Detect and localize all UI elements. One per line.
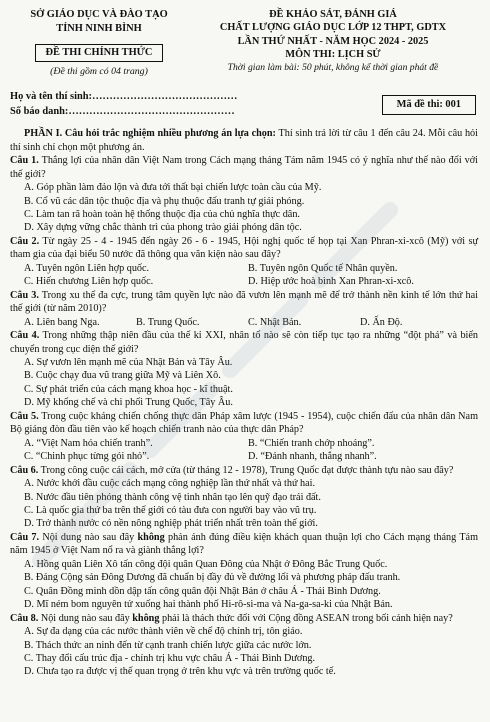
- exam-quality: CHẤT LƯỢNG GIÁO DỤC LỚP 12 THPT, GDTX: [219, 22, 447, 34]
- question-text-emphasis: không: [137, 531, 165, 543]
- options-row: [10, 262, 478, 275]
- option: C. “Chinh phục từng gói nhỏ”.: [24, 451, 150, 463]
- question-6: [10, 464, 478, 477]
- option: D. Trở thành nước có nền nông nghiệp phát triển nhất trên toàn thế giới.: [24, 518, 318, 530]
- question-3: [10, 289, 478, 316]
- option: C. Quân Đồng minh dồn dập tấn công quân đội Nhật Bản ở châu Á - Thái Bình Dương.: [24, 585, 381, 597]
- option: D. Chưa tạo ra được vị thế quan trọng ở trên khu vực và trên trường quốc tế.: [24, 666, 336, 678]
- header-right: [188, 8, 478, 79]
- option: C. Hiến chương Liên hợp quốc.: [24, 276, 154, 288]
- exam-header: [10, 8, 478, 79]
- question-8: [10, 612, 478, 625]
- option: C. Nhật Bản.: [248, 316, 302, 328]
- candidate-name-line: Họ và tên thí sinh:……………………………………: [10, 91, 238, 103]
- question-number: Câu 1.: [10, 155, 39, 167]
- part-heading: [10, 127, 478, 154]
- option: B. Thách thức an ninh đến từ cạnh tranh chiến lược giữa các nước lớn.: [24, 639, 312, 651]
- exam-round: LẦN THỨ NHẤT - NĂM HỌC 2024 - 2025: [237, 35, 429, 47]
- option: B. Nước đầu tiên phóng thành công vệ tinh nhân tạo lên quỹ đạo trái đất.: [24, 491, 321, 503]
- question-4: [10, 329, 478, 356]
- option: A. Liên bang Nga.: [24, 316, 100, 328]
- exam-code-box: Mã đề thi: 001: [382, 95, 476, 115]
- part-title: PHẦN I. Câu hỏi trắc nghiệm nhiều phương án lựa chọn:: [24, 128, 276, 140]
- options-row: [10, 450, 478, 463]
- options-row: [10, 316, 478, 329]
- questions-section: [10, 127, 478, 679]
- question-2: [10, 235, 478, 262]
- option: C. Làm tan rã hoàn toàn hệ thống thuộc địa của chủ nghĩa thực dân.: [24, 209, 300, 220]
- question-number: Câu 2.: [10, 235, 40, 247]
- exam-type: ĐỀ KHẢO SÁT, ĐÁNH GIÁ: [269, 9, 397, 20]
- exam-subject: MÔN THI: LỊCH SỬ: [285, 49, 381, 61]
- option: D. Mĩ ném bom nguyên tử xuống hai thành phố Hi-rô-si-ma và Na-ga-sa-ki của Nhật Bản.: [24, 599, 393, 611]
- province-name: TỈNH NINH BÌNH: [56, 22, 142, 34]
- option: D. Mỹ khống chế và chi phối Trung Quốc, Tây Âu.: [24, 397, 233, 409]
- part-instruction: Thí sinh trả lời từ câu 1 đến câu 24. Mỗi câu hỏi thí sinh chỉ chọn một phương án.: [10, 128, 478, 153]
- option: A. Sự vươn lên mạnh mẽ của Nhật Bản và Tây Âu.: [24, 356, 233, 368]
- question-text: Trong công cuộc cải cách, mở cửa (từ tháng 12 - 1978), Trung Quốc đạt được thành tựu nào sau đây?: [38, 464, 454, 476]
- option: A. Tuyên ngôn Liên hợp quốc.: [24, 262, 150, 274]
- option: C. Thay đổi cấu trúc địa - chính trị khu vực châu Á - Thái Bình Dương.: [24, 652, 316, 664]
- option: A. Góp phần làm đảo lộn và đưa tới thất bại chiến lược toàn cầu của Mỹ.: [24, 182, 322, 194]
- option: D. Ấn Độ.: [360, 316, 403, 328]
- question-5: [10, 410, 478, 437]
- options-row: [10, 275, 478, 288]
- candidate-id-line: Số báo danh:…………………………………………: [10, 106, 235, 118]
- question-number: Câu 6.: [10, 464, 39, 476]
- option: A. “Việt Nam hóa chiến tranh”.: [24, 437, 153, 449]
- page-count-note: (Đề thi gồm có 04 trang): [50, 66, 148, 78]
- question-text: phải là thách thức đối với Cộng đồng ASEAN trong bối cảnh hiện nay?: [159, 612, 453, 624]
- question-1: [10, 154, 478, 181]
- question-text-emphasis: không: [132, 612, 160, 624]
- candidate-lines: [10, 89, 237, 119]
- option: A. Sự đa dạng của các nước thành viên về chế độ chính trị, tôn giáo.: [24, 626, 303, 638]
- option: B. “Chiến tranh chớp nhoáng”.: [248, 437, 375, 449]
- option: B. Cổ vũ các dân tộc thuộc địa và phụ thuộc đấu tranh tự giải phóng.: [24, 195, 305, 207]
- option: D. “Đánh nhanh, thắng nhanh”.: [248, 451, 377, 463]
- question-number: Câu 5.: [10, 410, 39, 422]
- question-text: Thắng lợi của nhân dân Việt Nam trong Cách mạng tháng Tám năm 1945 có ý nghĩa như thế nào đối với thế giới?: [10, 155, 478, 180]
- question-number: Câu 4.: [10, 330, 40, 342]
- option: D. Hiệp ước hoà bình Xan Phran-xi-xcô.: [248, 276, 414, 288]
- question-text: Trong xu thế đa cực, trung tâm quyền lực nào đã vươn lên mạnh mẽ để trở thành nền kinh tế lớn thứ hai thế giới (từ năm 2010)?: [10, 289, 478, 315]
- question-text: Nội dung nào sau đây: [38, 612, 133, 624]
- question-text: Nội dung nào sau đây: [39, 531, 138, 543]
- department-name: SỞ GIÁO DỤC VÀ ĐÀO TẠO: [30, 9, 168, 20]
- question-text: Từ ngày 25 - 4 - 1945 đến ngày 26 - 6 - 1945, Hội nghị quốc tế họp tại Xan Phran-xi-xcô (Mỹ) với sự tham gia của đại biểu 50 nước đã thông qua văn kiện nào sau đây?: [10, 235, 478, 261]
- question-text: Trong cuộc kháng chiến chống thực dân Pháp xâm lược (1945 - 1954), cuộc chiến đấu của nhân dân Nam Bộ giáng đòn đầu tiên vào kế hoạch chiến tranh nào của thực dân Pháp?: [10, 410, 478, 436]
- option: B. Tuyên ngôn Quốc tế Nhân quyền.: [248, 262, 398, 274]
- option: C. Sự phát triển của cách mạng khoa học - kĩ thuật.: [24, 383, 233, 395]
- option: B. Đảng Cộng sản Đông Dương đã chuẩn bị đầy đủ về đường lối và phương pháp đấu tranh.: [24, 572, 401, 584]
- exam-time: Thời gian làm bài: 50 phút, không kể thời gian phát đề: [227, 61, 439, 73]
- option: B. Cuộc chạy đua vũ trang giữa Mỹ và Liên Xô.: [24, 370, 221, 382]
- option: A. Hồng quân Liên Xô tấn công đội quân Quan Đông của Nhật ở Đông Bắc Trung Quốc.: [24, 558, 388, 570]
- header-left: [10, 8, 188, 79]
- option: B. Trung Quốc.: [136, 316, 200, 328]
- option: A. Nước khởi đầu cuộc cách mạng công nghiệp lần thứ nhất và thứ hai.: [24, 478, 316, 490]
- question-text: Trong những thập niên đầu của thế kỉ XXI, nhân tố nào sẽ còn tiếp tục tạo ra những “đột phá” và biến chuyển trong cục diện thế giới?: [10, 330, 478, 355]
- candidate-section: [10, 89, 478, 119]
- official-exam-box: ĐỀ THI CHÍNH THỨC: [35, 44, 164, 62]
- options-row: [10, 437, 478, 450]
- question-number: Câu 8.: [10, 612, 39, 624]
- question-number: Câu 7.: [10, 531, 40, 543]
- option: C. Là quốc gia thứ ba trên thế giới có tàu đưa con người bay vào vũ trụ.: [24, 504, 317, 516]
- option: D. Xây dựng vững chắc thành trì của phong trào giải phóng dân tộc.: [24, 222, 302, 234]
- question-number: Câu 3.: [10, 289, 39, 301]
- question-text: phản ánh đúng điều kiện khách quan thuận lợi cho Cách mạng tháng Tám năm 1945 ở Việt Nam nổ ra và giành thắng lợi?: [10, 531, 479, 557]
- question-7: [10, 531, 478, 558]
